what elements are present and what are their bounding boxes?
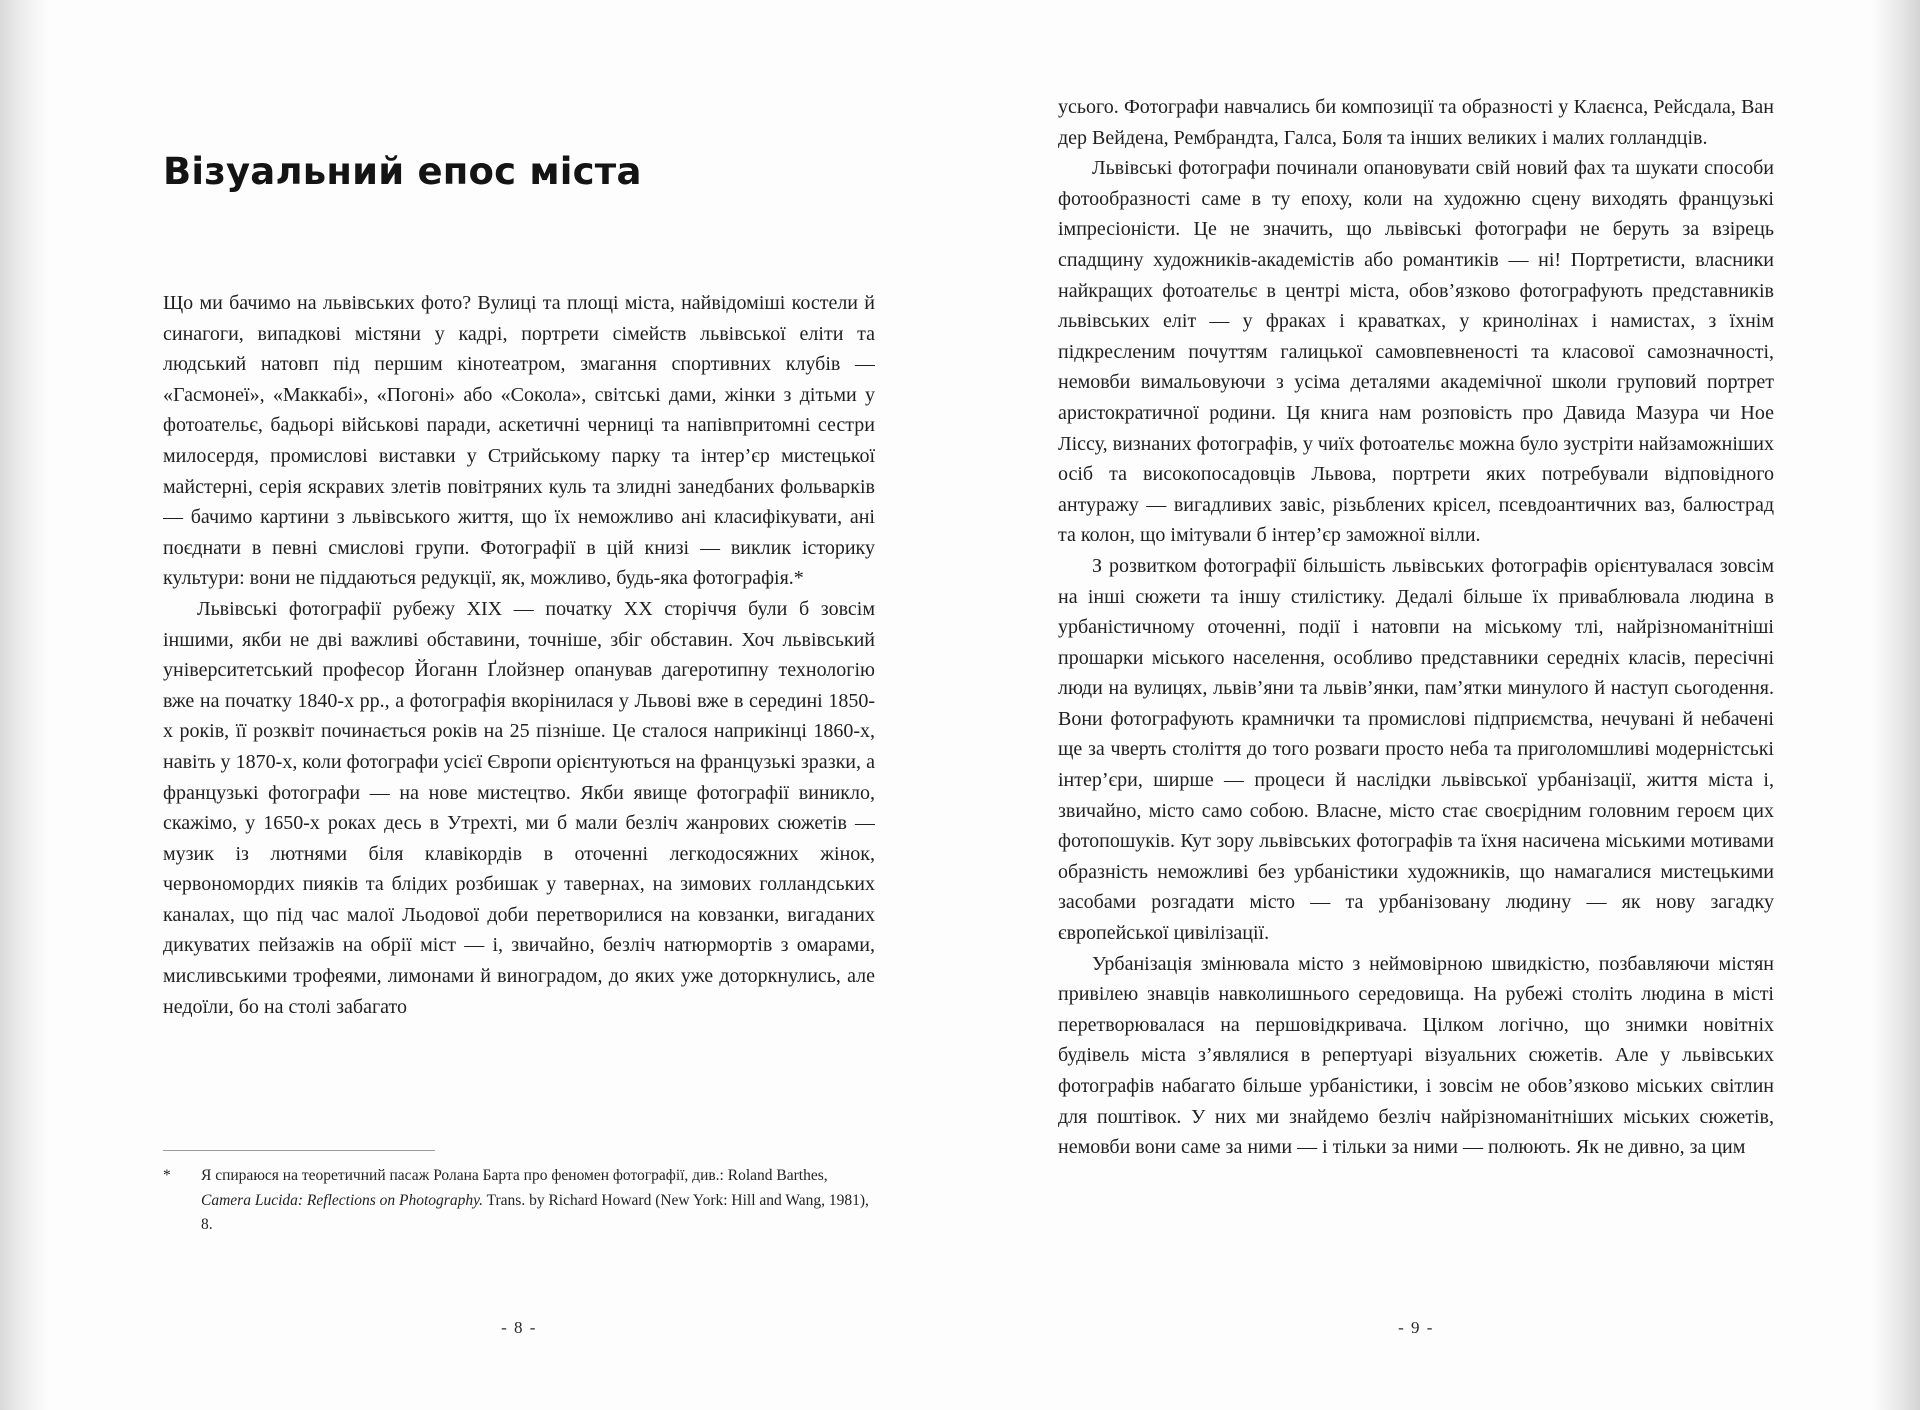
page-edge-shadow-right [1872,0,1920,1410]
left-page-body [163,288,875,1140]
page-number-left: - 8 - [501,1318,537,1337]
paragraph: З розвитком фотографії більшість львівських фотографів орієнтувалася зовсім на інші сюжети та іншу стилістику. Дедалі більше їх приваблювала людина в урбаністичному оточенні, події і натовпи на міському тлі, найрізноманітніші прошарки міського населення, особливо представники середніх класів, пересічні люди на вулицях, львів’яни та львів’янки, пам’ятки минулого й наступ сьогодення. Вони фотографують крамнички та промислові підприємства, нечувані й небачені ще за чверть століття до того розваги просто неба та приголомшливі модерністські інтер’єри, ширше — процеси й наслідки львівської урбанізації, життя міста і, звичайно, місто само собою. Власне, місто стає своєрідним головним героєм цих фотопошуків. Кут зору львівських фотографів та їхня насичена міськими мотивами образність неможливі без урбаністики художників, що намагалися мистецькими засобами розгадати місто — та урбанізовану людину — як нову загадку європейської цивілізації. [1058,554,1774,945]
footnote-text [201,1164,875,1238]
right-page-body [1058,92,1774,1304]
page-left [163,0,875,1410]
paragraph: усього. Фотографи навчались би композиції та образності у Клаєнса, Рейсдала, Ван дер Вейдена, Рембрандта, Галса, Боля та інших великих і малих голландців. [1058,96,1774,149]
footnote-block [163,1150,875,1238]
footnote [163,1164,875,1238]
page-number-right: - 9 - [1398,1318,1434,1337]
page-right [1058,0,1774,1410]
paragraph: Львівські фотографії рубежу XIX — початку XX сторіччя були б зовсім іншими, якби не дві важливі обставини, точніше, збіг обставин. Хоч львівський університетський професор Йоганн Ґлойзнер опанував дагеротипну технологію вже на початку 1840-х рр., а фотографія вкорінилася у Львові вже в середині 1850-х років, її розквіт починається років на 25 пізніше. Це сталося наприкінці 1860-х, навіть у 1870-х, коли фотографи усієї Європи орієнтуються на французькі зразки, а французькі фотографи — на нове мистецтво. Якби явище фотографії виникло, скажімо, у 1650-х роках десь в Утрехті, ми б мали безліч жанрових сюжетів — музик із лютнями біля клавікордів в оточенні легкодосяжних жінок, червономордих пияків та блідих розбишак у тавернах, на зимових голландських каналах, що під час малої Льодової доби перетворилися на ковзанки, вигаданих дикуватих пейзажів на обрії міст — і, звичайно, безліч натюрмортів з омарами, мисливськими трофеями, лимонами й виноградом, до яких уже доторкнулись, але недоїли, бо на столі забагато [163,597,875,1018]
paragraph: Що ми бачимо на львівських фото? Вулиці та площі міста, найвідоміші костели й синагоги, випадкові містяни у кадрі, портрети сімейств львівської еліти та людський натовп під першим кінотеатром, змагання спортивних клубів — «Гасмонеї», «Маккабі», «Погоні» або «Сокола», світські дами, жінки з дітьми у фотоательє, бадьорі військові паради, аскетичні черниці та напівпритомні сестри милосердя, промислові виставки у Стрийському парку та інтер’єр мистецької майстерні, серія яскравих злетів повітряних куль та злидні занедбаних фольварків — бачимо картини з львівського життя, що їх неможливо ані класифікувати, ані поєднати в певні смислові групи. Фотографії в цій книзі — виклик історику культури: вони не піддаються редукції, як, можливо, будь-яка фотографія.* [163,292,875,590]
footnote-book-title: Camera Lucida: Reflections on Photography. [201,1191,483,1209]
footnote-marker: * [163,1167,171,1184]
footnote-text-after: Trans. by Richard Howard (New York: Hill and Wang, 1981), 8. [201,1191,869,1233]
paragraph: Урбанізація змінювала місто з неймовірною швидкістю, позбавляючи містян привілею знавців навколишнього середовища. На рубежі століть людина в місті перетворювалася на першовідкривача. Цілком логічно, що знимки новітніх будівель міста з’являлися в репертуарі візуальних сюжетів. Але у львівських фотографів набагато більше урбаністики, і зовсім не обов’язково міських світлин для поштівок. У них ми знайдемо безліч найрізноманітніших міських сюжетів, немовби вони саме за ними — і тільки за ними — полюють. Як не дивно, за цим [1058,952,1774,1159]
paragraph: Львівські фотографи починали опановувати свій новий фах та шукати способи фотообразності саме в ту епоху, коли на художню сцену виходять французькі імпресіоністи. Це не значить, що львівські фотографи не беруть за взірець спадщину художників-академістів або романтиків — ні! Портретисти, власники найкращих фотоательє в центрі міста, обов’язково фотографують представників львівських еліт — у фраках і краватках, у кринолінах і намистах, з їхнім підкресленим почуттям галицької самовпевненості та класової самозначності, немовби вимальовуючи з усіма деталями академічної школи груповий портрет аристократичної родини. Ця книга нам розповість про Давида Мазура чи Ное Ліссу, визнаних фотографів, у чиїх фотоательє можна було зустріти найзаможніших осіб та високопосадовців Львова, портрети яких потребували відповідного антуражу — вигадливих завіс, різьблених крісел, псевдоантичних ваз, балюстрад та колон, що імітували б інтер’єр заможної вілли. [1058,157,1774,547]
footnote-text-before: Я спираюся на теоретичний пасаж Ролана Барта про феномен фотографії, див.: Roland Barthes, [201,1167,828,1184]
footnote-rule [163,1150,435,1151]
chapter-title: Візуальний епос міста [163,150,642,193]
page-edge-shadow-left [0,0,48,1410]
